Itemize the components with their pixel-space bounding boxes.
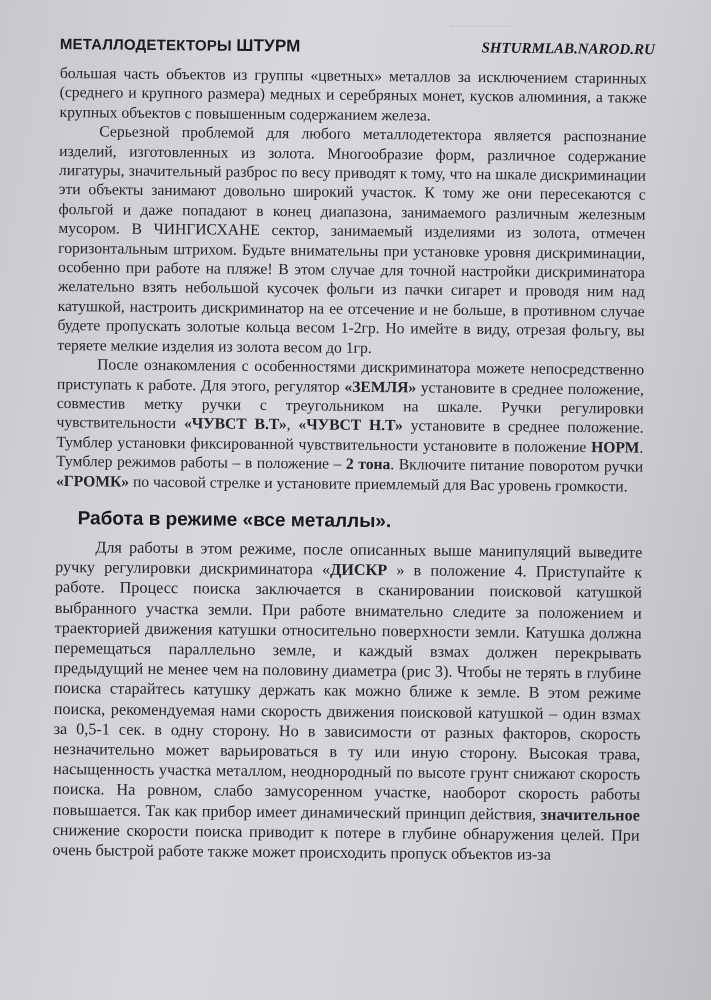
- paragraph-setup: [56, 355, 644, 496]
- site-url: SHTURMLAB.NAROD.RU: [481, 40, 655, 59]
- control-norm: НОРМ: [591, 438, 640, 457]
- brand-name: ШТУРМ: [236, 35, 301, 56]
- text-run: Для работы в этом режиме, после описанных выше манипуляций выведите ручку регулировки дискриминатора «: [55, 538, 643, 579]
- paragraph-gold-discrimination: Серьезной проблемой для любого металлодетектора является распознание изделий, изготовленных из золота. Многообразие форм, различное содержание лигатуры, значительный разброс по весу приводят к тому, что на шкале дискриминации эти объекты занимают довольно широкий участок. К тому же они пересекаются с фольгой и даже попадают в конец диапазона, занимаемого различным железным мусором. В ЧИНГИСХАНЕ сектор, занимаемый изделиями из золота, отмечен горизонтальным штрихом. Будьте внимательны при установке уровня дискриминации, особенно при работе на пляже! В этом случае для точной настройки дискриминатора желательно взять небольшой кусочек фольги из пачки сигарет и проводя ним над катушкой, настроить дискриминатор на ее отсечение и не больше, в противном случае будете пропускать золотые кольца весом 1-2гр. Но имейте в виду, отрезая фольгу, вы теряете мелкие изделия из золота весом до 1гр.: [57, 123, 647, 357]
- control-zemlya: «ЗЕМЛЯ»: [344, 378, 417, 396]
- text-run: установите в среднее положение. Тумблер установки фиксированной чувствительности установите в положение: [56, 417, 644, 456]
- control-2-tona: 2 тона: [345, 455, 391, 474]
- brand-title: [60, 34, 301, 57]
- text-run: После ознакомления с особенностями дискриминатора можете непосредственно приступать к работе. Для этого, регулятор: [56, 356, 645, 396]
- text-run: по часовой стрелке и установите приемлемый для Вас уровень громкости.: [129, 473, 628, 495]
- text-run: . Тумблер режимов работы – в положение –: [56, 439, 644, 473]
- brand-prefix: МЕТАЛЛОДЕТЕКТОРЫ: [59, 35, 237, 55]
- control-chuvst-nt: «ЧУВСТ Н.Т»: [298, 416, 403, 435]
- text-run: . Включите питание поворотом ручки: [390, 456, 644, 476]
- control-gromk: «ГРОМК»: [55, 472, 130, 491]
- paragraph-continuation: большая часть объектов из группы «цветных» металлов за исключением старинных (среднего и крупного размера) медных и серебряных монет, кусков алюминия, а также крупных объектов с повышенным содержанием железа.: [59, 64, 647, 125]
- control-diskr: ДИСКР: [330, 560, 388, 580]
- text-run: » в положение 4. Приступайте к работе. Процесс поиска заключается в сканировании поисковой катушкой выбранного участка земли. При работе внимательно следите за положением и траекторией движения катушки относительно поверхности земли. Катушка должна перемещаться параллельно земле, и каждый взмах должен перекрывать предыдущий не менее чем на половину диаметра (рис 3). Чтобы не терять в глубине поиска старайтесь катушку держать как можно ближе к земле. В этом режиме поиска, рекомендуемая нами скорость движения поисковой катушкой – один взмах за 0,5-1 сек. в одну сторону. Но в зависимости от разных факторов, скорость незначительно может варьироваться в ту или иную сторону. Высокая трава, насыщенность участка металлом, неоднородный по высоте грунт снижают скорость поиска. На ровном, слабо замусоренном участке, наоборот скорость работы повышается. Так как прибор имеет динамический принцип действия,: [52, 561, 643, 824]
- text-run: ,: [286, 416, 299, 434]
- emphasis-significant: значительное: [540, 805, 640, 825]
- page-header: [60, 34, 655, 68]
- paragraph-all-metals: [52, 537, 642, 866]
- control-chuvst-vt: «ЧУВСТ В.Т»: [183, 415, 287, 434]
- text-run: установите в среднее положение, совместив метку ручки с треугольником на шкале. Ручки регулировки чувствительности: [56, 378, 644, 433]
- text-run: снижение скорости поиска приводит к потере в глубине обнаружения целей. При очень быстрой работе также может происходить пропуск объектов из-за: [52, 820, 640, 864]
- document-body: [52, 64, 647, 866]
- section-heading: Работа в режиме «все металлы».: [77, 508, 392, 533]
